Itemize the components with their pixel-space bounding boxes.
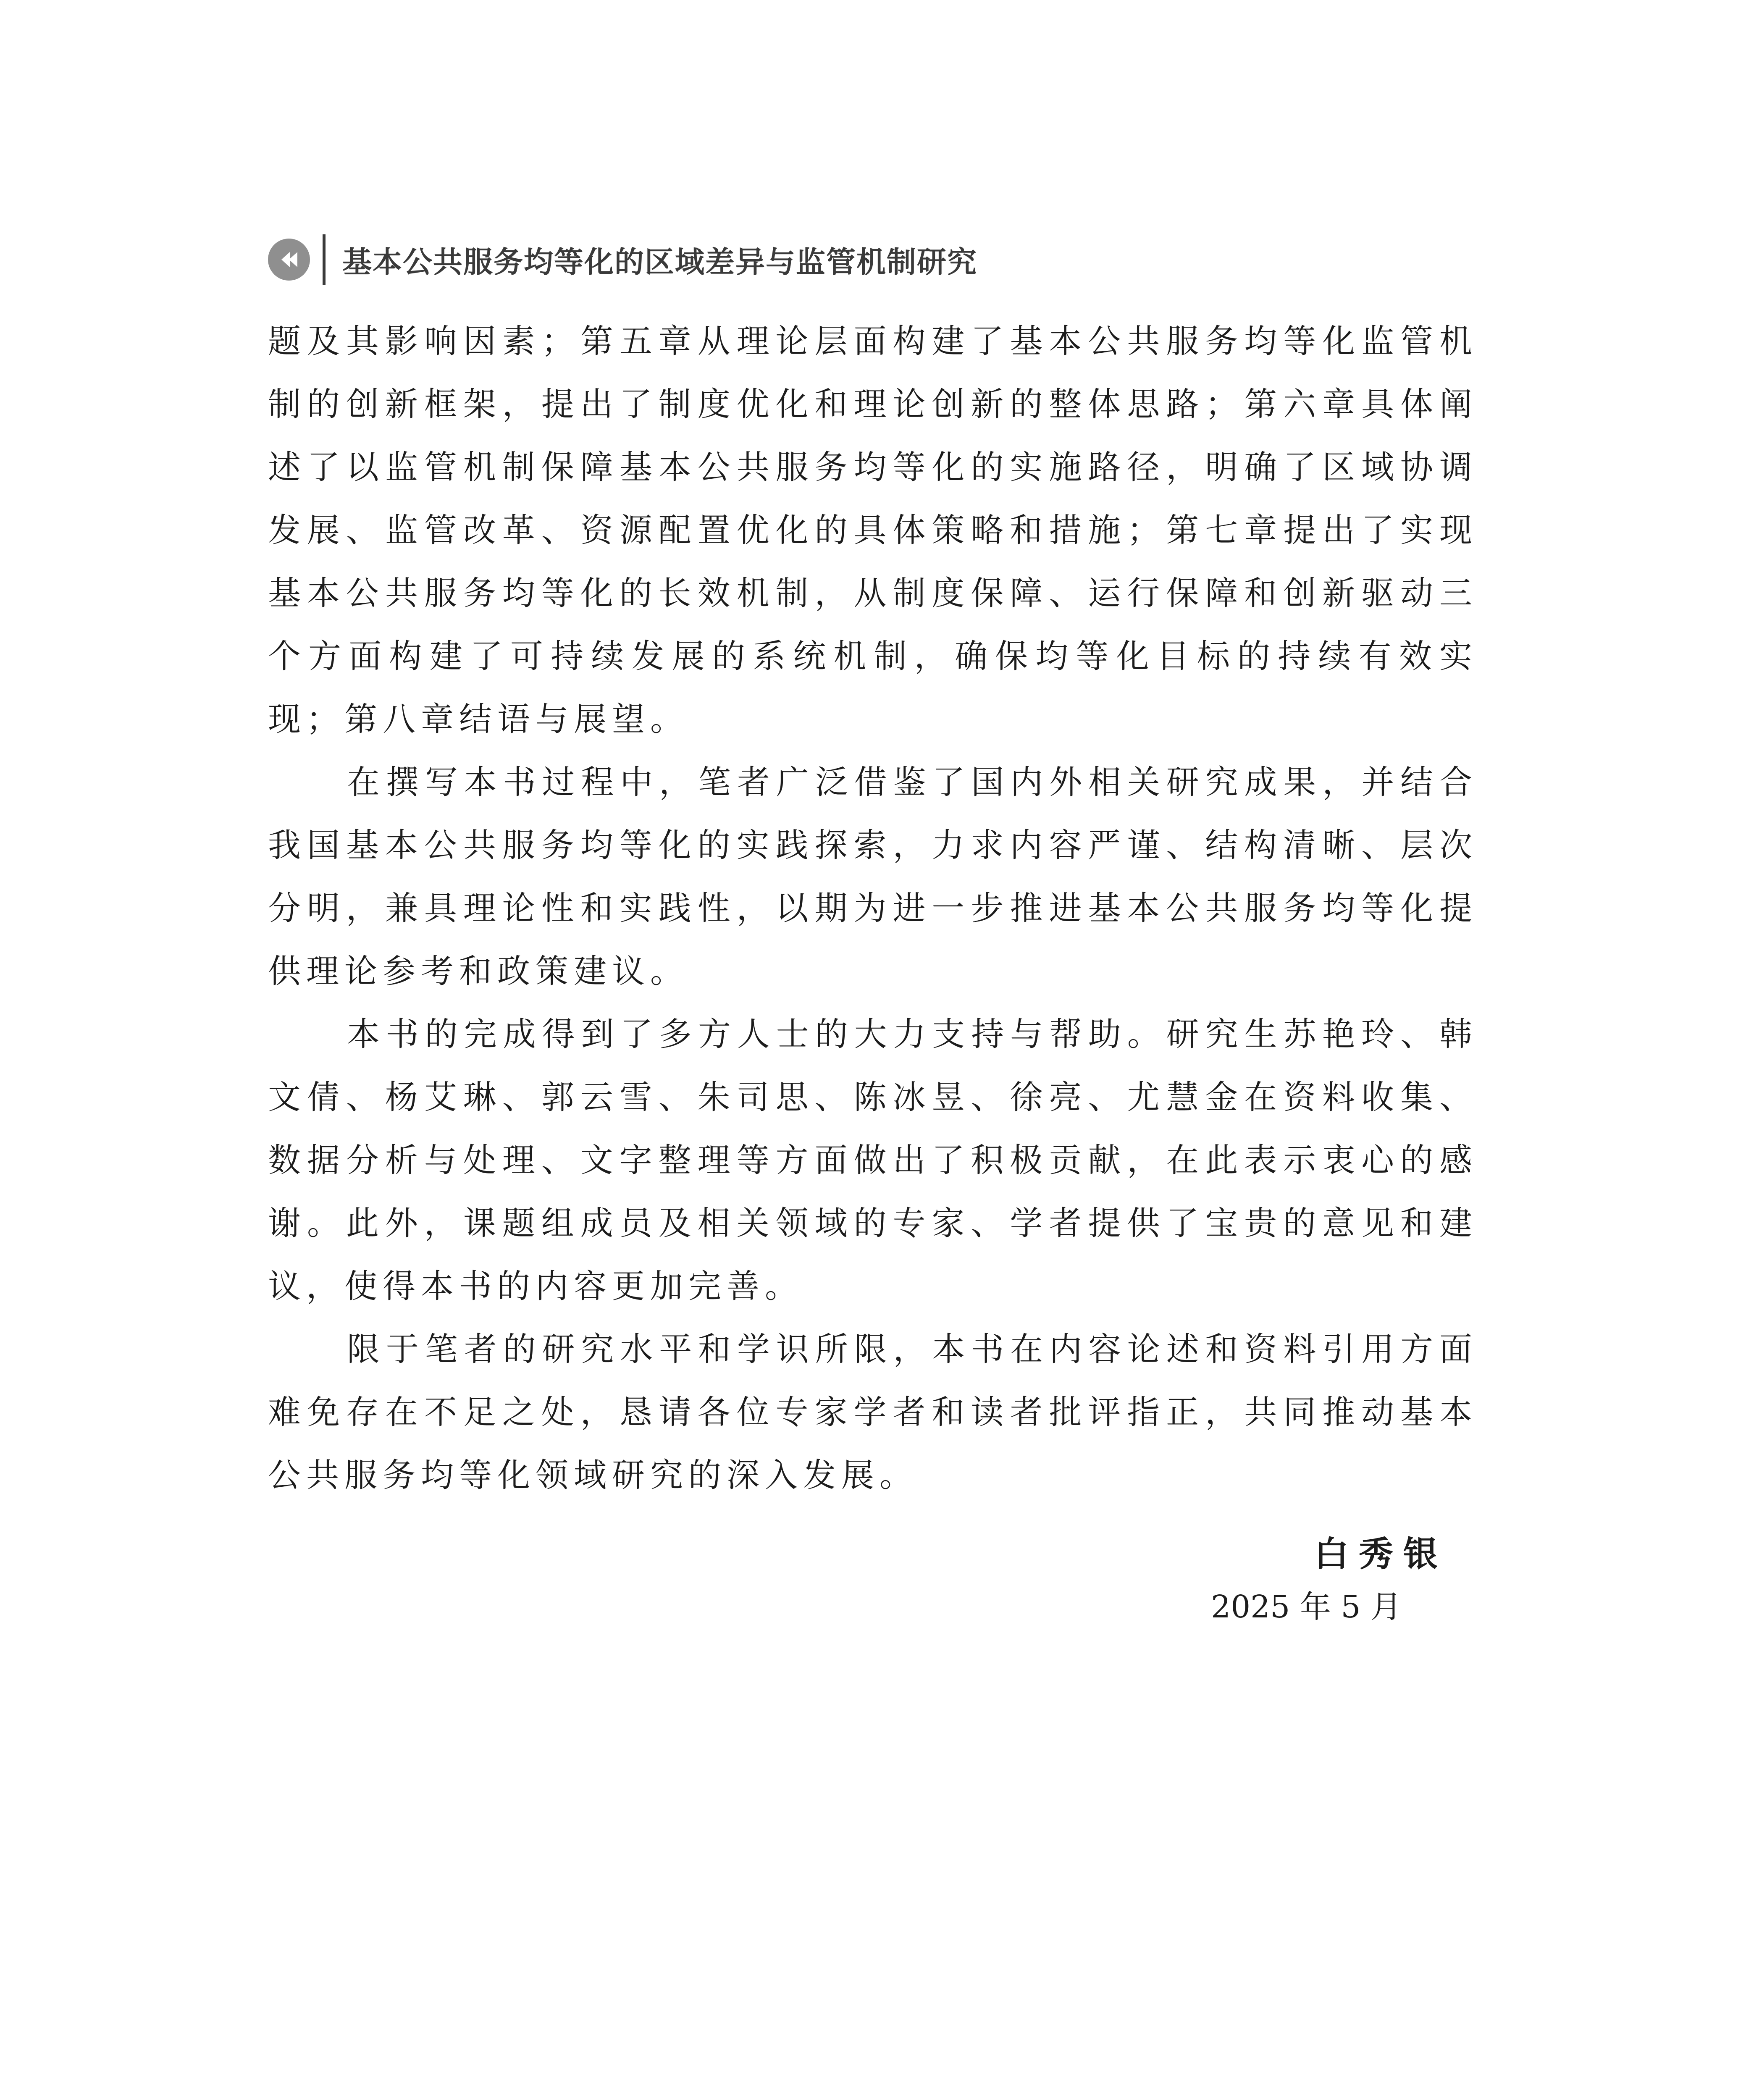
paragraph: 题及其影响因素；第五章从理论层面构建了基本公共服务均等化监管机制的创新框架，提出了制度优化和理论创新的整体思路；第六章具体阐述了以监管机制保障基本公共服务均等化的实施路径，明确了区域协调发展、监管改革、资源配置优化的具体策略和措施；第七章提出了实现基本公共服务均等化的长效机制，从制度保障、运行保障和创新驱动三个方面构建了可持续发展的系统机制，确保均等化目标的持续有效实现；第八章结语与展望。 (268, 323, 1478, 738)
paragraph: 在撰写本书过程中，笔者广泛借鉴了国内外相关研究成果，并结合我国基本公共服务均等化的实践探索，力求内容严谨、结构清晰、层次分明，兼具理论性和实践性，以期为进一步推进基本公共服务均等化提供理论参考和政策建议。 (268, 764, 1478, 990)
signature-block (1211, 1529, 1448, 1632)
author-name: 白秀银 (1314, 1534, 1448, 1574)
running-header (268, 230, 977, 289)
book-title: 基本公共服务均等化的区域差异与监管机制研究 (342, 244, 977, 279)
rewind-icon (268, 239, 310, 281)
paragraph: 本书的完成得到了多方人士的大力支持与帮助。研究生苏艳玲、韩文倩、杨艾琳、郭云雪、朱司思、陈冰昱、徐亮、尤慧金在资料收集、数据分析与处理、文字整理等方面做出了积极贡献，在此表示衷心的感谢。此外，课题组成员及相关领域的专家、学者提供了宝贵的意见和建议，使得本书的内容更加完善。 (268, 1016, 1478, 1305)
paragraph: 限于笔者的研究水平和学识所限，本书在内容论述和资料引用方面难免存在不足之处，恳请各位专家学者和读者批评指正，共同推动基本公共服务均等化领域研究的深入发展。 (268, 1331, 1478, 1494)
header-divider (323, 234, 326, 285)
signature-date: 2025 年 5 月 (1211, 1589, 1402, 1625)
body-text (268, 310, 1478, 1507)
